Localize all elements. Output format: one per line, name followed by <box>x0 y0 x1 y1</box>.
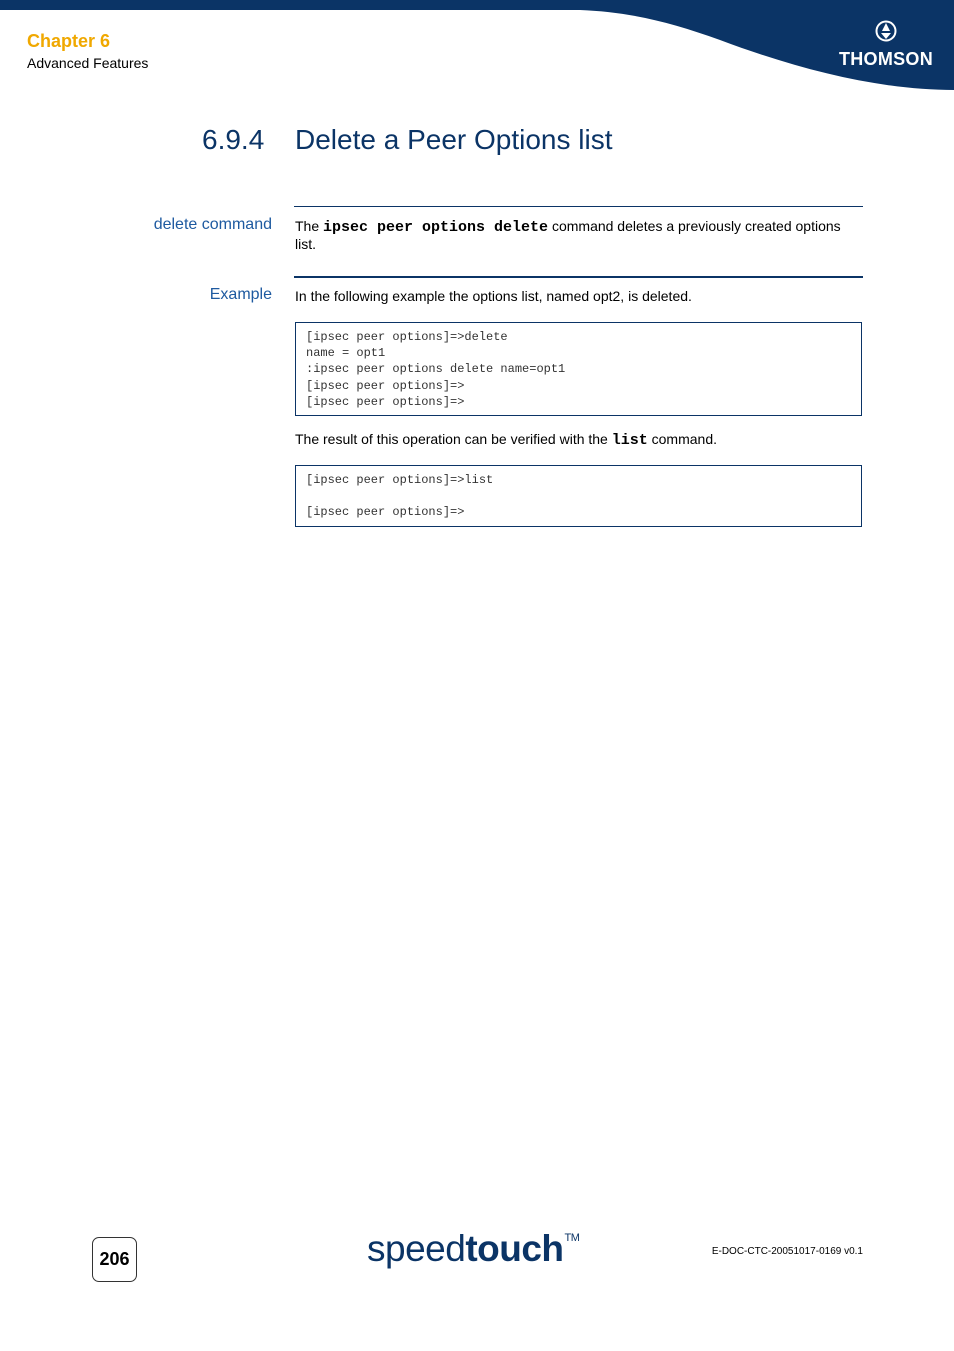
chapter-label: Chapter 6 <box>27 31 111 51</box>
inline-command: list <box>611 432 648 449</box>
code-line: name = opt1 <box>306 346 386 361</box>
result-description <box>295 431 855 449</box>
header-swoosh <box>0 0 954 92</box>
code-block-list <box>295 465 862 527</box>
page-number: 206 <box>92 1237 137 1282</box>
example-label: Example <box>209 286 272 303</box>
speedtouch-logo <box>367 1228 579 1270</box>
document-id: E-DOC-CTC-20051017-0169 v0.1 <box>711 1246 863 1257</box>
logo-part2: touch <box>465 1228 564 1269</box>
text-after: command. <box>647 431 717 447</box>
brand-logo <box>838 20 934 70</box>
code-line: [ipsec peer options]=> <box>306 394 465 409</box>
chapter-title: Advanced Features <box>27 55 149 71</box>
code-line: [ipsec peer options]=> <box>306 505 465 520</box>
section-title: Delete a Peer Options list <box>295 124 613 155</box>
text-before: The <box>295 218 324 234</box>
example-intro: In the following example the options list, named opt2, is deleted. <box>295 288 692 304</box>
section-number: 6.9.4 <box>202 124 265 155</box>
code-line: [ipsec peer options]=> <box>306 378 465 393</box>
header-band <box>0 0 954 92</box>
divider <box>294 206 863 207</box>
text-before: The result of this operation can be verified with the <box>295 431 612 447</box>
code-line <box>306 488 851 504</box>
code-line: [ipsec peer options]=>delete <box>306 330 508 344</box>
delete-command-description <box>295 218 855 253</box>
thomson-emblem-icon <box>874 20 898 42</box>
brand-name: THOMSON <box>838 49 934 69</box>
inline-command: ipsec peer options delete <box>323 219 549 236</box>
logo-part1: speed <box>367 1228 466 1269</box>
text-after: command deletes a previously created options list. <box>295 218 841 252</box>
logo-trademark: TM <box>564 1232 580 1244</box>
code-line: :ipsec peer options delete name=opt1 <box>306 362 566 377</box>
delete-command-label: delete command <box>153 216 272 233</box>
code-line: [ipsec peer options]=>list <box>306 473 494 487</box>
code-block-delete <box>295 322 862 416</box>
section-heading <box>202 124 613 156</box>
divider <box>294 276 863 278</box>
